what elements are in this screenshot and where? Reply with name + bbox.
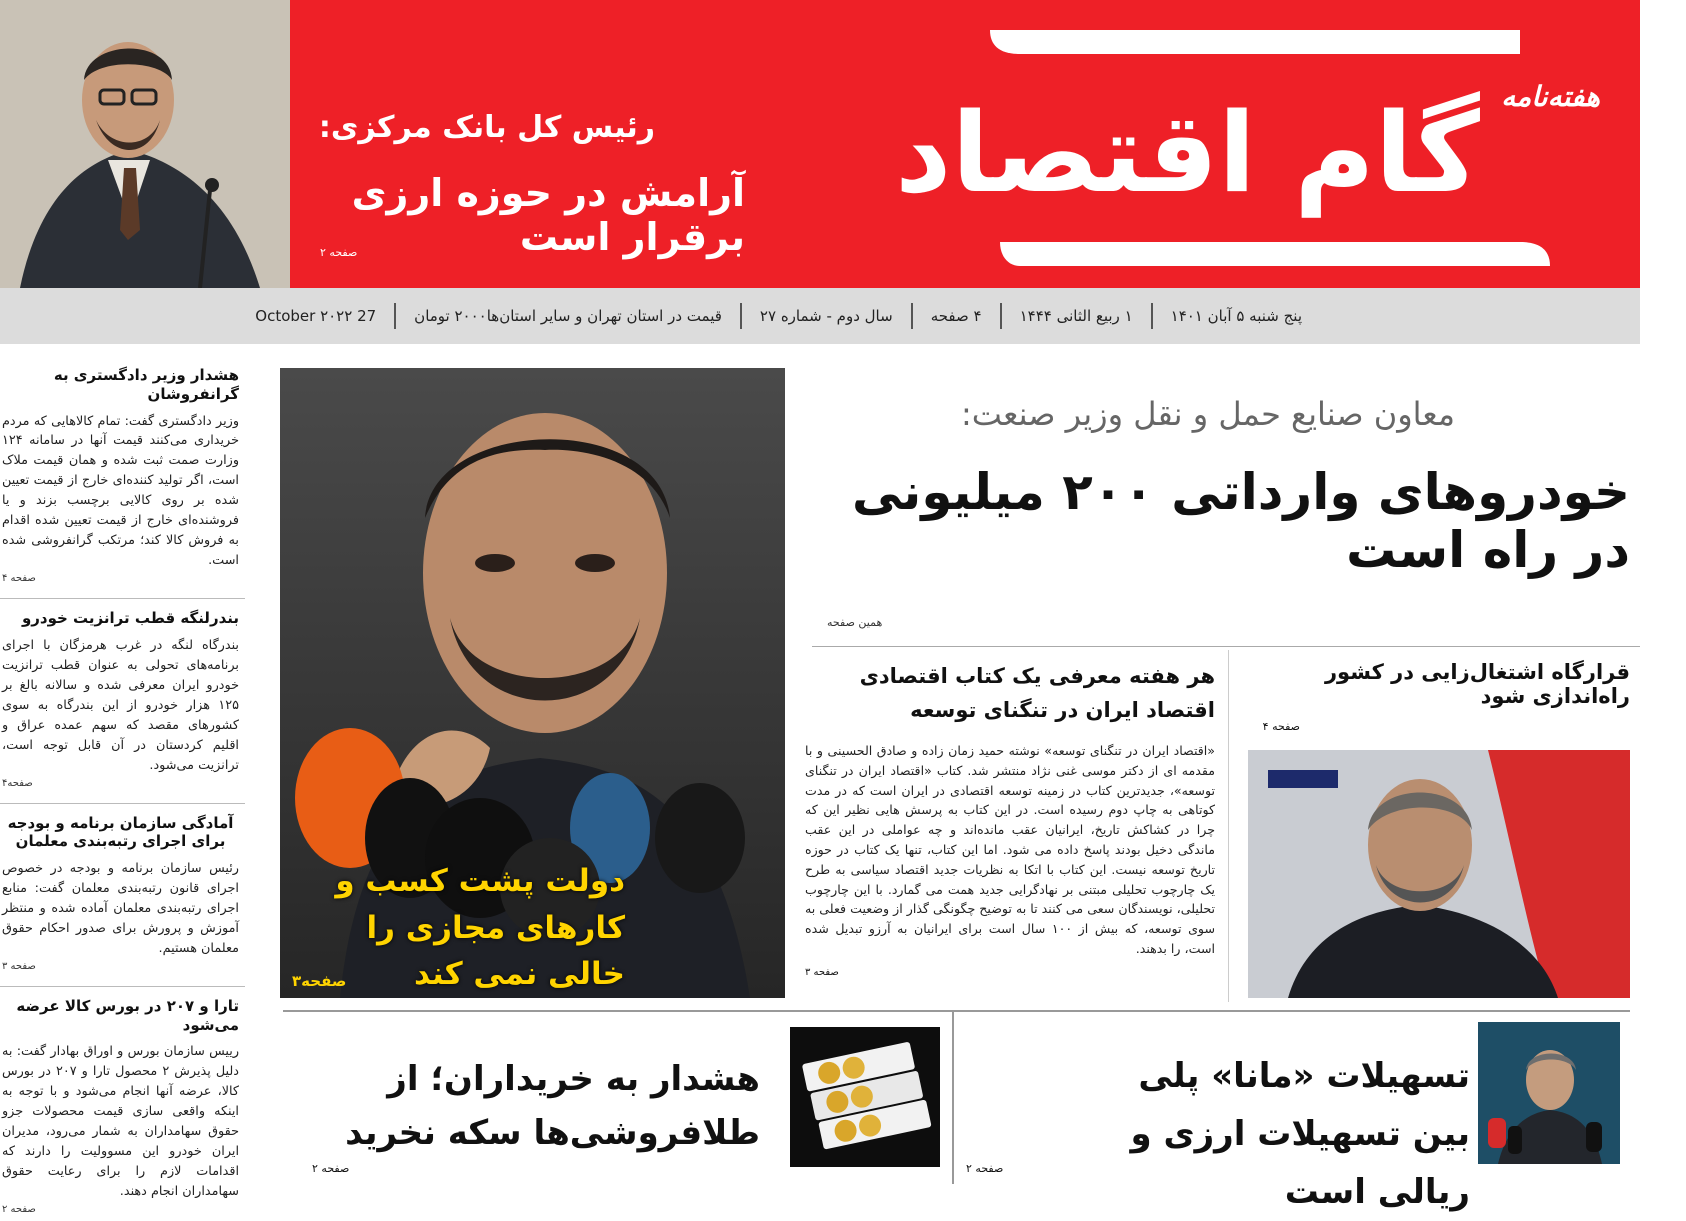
sidebar-article-page: صفحه ۲: [2, 1203, 36, 1215]
sidebar-article-title: هشدار وزیر دادگستری به گرانفروشان: [53, 366, 239, 403]
masthead: [0, 0, 1640, 288]
feature-photo-page: صفحه۳: [292, 972, 347, 990]
sidebar-article-title: تارا و ۲۰۷ در بورس کالا عرضه می‌شود: [16, 996, 239, 1034]
sidebar-article[interactable]: [0, 609, 245, 794]
sidebar-article[interactable]: [0, 997, 245, 1221]
sidebar-article[interactable]: [0, 366, 245, 590]
employment-hub-page: صفحه ۴: [1262, 720, 1300, 733]
dateline-hijri: ۱ ربیع الثانی ۱۴۴۴: [1019, 307, 1133, 325]
sidebar-article-page: صفحه ۴: [2, 573, 36, 585]
book-article[interactable]: [805, 660, 1215, 978]
sidebar-article-body: وزیر دادگستری گفت: تمام کالاهایی که مردم خریداری می‌کنند قیمت آنها در سامانه ۱۲۴ وزارت صمت ثبت شده و همان قیمت ملاک است، اگر تولید کننده‌ای خارج از قیمت تعیین شده بر روی کالایی برچسب بزند و یا فروشنده‌ای خارج از قیمت تعیین شده اقدام به فروش کالا کند؛ مرتکب گرانفروشی شده است.: [2, 413, 239, 569]
sidebar-article-page: صفحه ۳: [2, 960, 36, 972]
divider: [1228, 650, 1229, 1002]
divider: [394, 303, 396, 329]
divider: [1151, 303, 1153, 329]
dateline-price: قیمت در استان تهران و سایر استان‌ها۲۰۰۰ تومان: [414, 307, 722, 325]
mana-loan-photo: [1478, 1022, 1620, 1164]
employment-hub-title: قرارگاه اشتغال‌زایی در کشور راه‌اندازی شود: [1324, 660, 1630, 708]
sidebar-article-title: آمادگی سازمان برنامه و بودجه برای اجرای رتبه‌بندی معلمان: [7, 813, 234, 851]
dateline-gregorian: 27 October ۲۰۲۲: [255, 307, 377, 325]
lead-story-subtitle: معاون صنایع حمل و نقل وزیر صنعت:: [960, 395, 1455, 433]
lead-story-headline: خودروهای وارداتی ۲۰۰ میلیونی در راه است: [851, 463, 1630, 579]
divider: [0, 598, 245, 599]
sidebar-article-body: رئیس سازمان برنامه و بودجه در خصوص اجرای قانون رتبه‌بندی معلمان گفت: منابع اجرای رتبه‌بندی معلمان آماده شده و منتظر آموزش و پرورش برای صدور احکام حقوق معلمان هستیم.: [2, 861, 239, 956]
lead-story[interactable]: [795, 395, 1630, 579]
sidebar-article-title: بندرلنگه قطب ترانزیت خودرو: [21, 609, 239, 628]
dateline-bar: [0, 288, 1640, 344]
sidebar-article[interactable]: [0, 814, 245, 978]
mana-loan-headline: تسهیلات «مانا» پلی بین تسهیلات ارزی و ریالی است: [1130, 1056, 1470, 1212]
masthead-quote-subtitle: رئیس کل بانک مرکزی:: [318, 110, 655, 145]
masthead-quote-page: صفحه ۲: [320, 246, 358, 259]
book-article-page: صفحه ۳: [805, 966, 839, 978]
logo-wordmark: گام اقتصاد: [895, 89, 1480, 217]
employment-hub-photo[interactable]: [1248, 750, 1630, 998]
masthead-quote[interactable]: [285, 110, 745, 259]
governor-portrait: [0, 0, 290, 288]
divider: [1000, 303, 1002, 329]
sidebar-article-page: صفحه۴: [2, 777, 33, 789]
lead-story-page: همین صفحه: [827, 616, 883, 629]
book-article-body: «اقتصاد ایران در تنگنای توسعه» نوشته حمید زمان زاده و صادق الحسینی و با مقدمه ای از دکتر موسی غنی نژاد منتشر شد. کتاب «اقتصاد ایران در تنگنای توسعه»، جدیدترین کتاب در زمینه توسعه اقتصادی در ایران است که در مدت کوتاهی به چاپ دوم رسیده است. در این کتاب به پرسش هایی نظیر این که چرا در کشاکش تاریخ، ایرانیان عقب مانده‌اند و چه عواملی در این عقب ماندگی دخیل بودند پاسخ داده می شود. اما این کتاب، تنها یک کتاب در حوزه تاریخ توسعه نیست. این کتاب با اتکا به نظریات جدید اقتصاد سیاسی به طرح یک چارچوب تحلیلی مبتنی بر نهادگرایی جدید همت می گمارد. با این چارچوب تحلیلی، نویسندگان سعی می کنند تا به توضیح چگونگی گذار از وضعیت فعلی به سوی توسعه، که بیش از ۱۰۰ سال است برای ایرانیان به آرزو تبدیل شده است، را بدهند.: [805, 743, 1215, 956]
masthead-quote-title: آرامش در حوزه ارزی برقرار است: [351, 171, 745, 259]
divider: [0, 803, 245, 804]
divider: [911, 303, 913, 329]
dateline-issue: سال دوم - شماره ۲۷: [759, 307, 893, 325]
dateline-pages: ۴ صفحه: [930, 307, 982, 325]
gold-coin-photo: [790, 1027, 940, 1167]
divider: [740, 303, 742, 329]
divider: [952, 1012, 954, 1184]
feature-photo[interactable]: [280, 368, 785, 998]
sidebar-article-body: بندرگاه لنگه در غرب هرمزگان با اجرای برنامه‌های تحولی به عنوان قطب ترانزیت خودرو ایران معرفی شده و سالانه بالغ بر ۱۲۵ هزار خودرو از این بندرگاه به سوی کشورهای مقصد که سهم عمده عراق و اقلیم کردستان در آن قابل توجه است، ترانزیت می‌شود.: [2, 637, 239, 773]
dateline-date: پنج شنبه ۵ آبان ۱۴۰۱: [1170, 307, 1302, 325]
sidebar-article-body: رییس سازمان بورس و اوراق بهادار گفت: به دلیل پذیرش ۲ محصول تارا و ۲۰۷ در بورس کالا، عرضه آنها انجام می‌شود و با توجه به اینکه واقعی سازی قیمت محصولات جزو حقوق سهامداران به شمار می‌رود، مدیران ایران خودرو این مسوولیت را دارند که اقدامات لازم را برای رعایت حقوق سهامداران انجام دهند.: [2, 1044, 239, 1199]
divider: [0, 986, 245, 987]
newspaper-logo[interactable]: [895, 10, 1600, 280]
employment-hub-article[interactable]: [1240, 660, 1630, 733]
mana-loan-page: صفحه ۲: [966, 1162, 1004, 1175]
news-sidebar: [0, 366, 245, 1215]
gold-coin-headline: هشدار به خریداران؛ از طلافروشی‌ها سکه نخرید: [345, 1059, 760, 1154]
book-article-title: هر هفته معرفی یک کتاب اقتصادی اقتصاد ایران در تنگنای توسعه: [859, 664, 1215, 722]
divider: [812, 646, 1640, 647]
gold-coin-page: صفحه ۲: [312, 1162, 350, 1175]
feature-photo-caption: دولت پشت کسب و کارهای مجازی را خالی نمی کند: [335, 863, 625, 992]
weekly-tag: هفته‌نامه: [1501, 80, 1600, 113]
